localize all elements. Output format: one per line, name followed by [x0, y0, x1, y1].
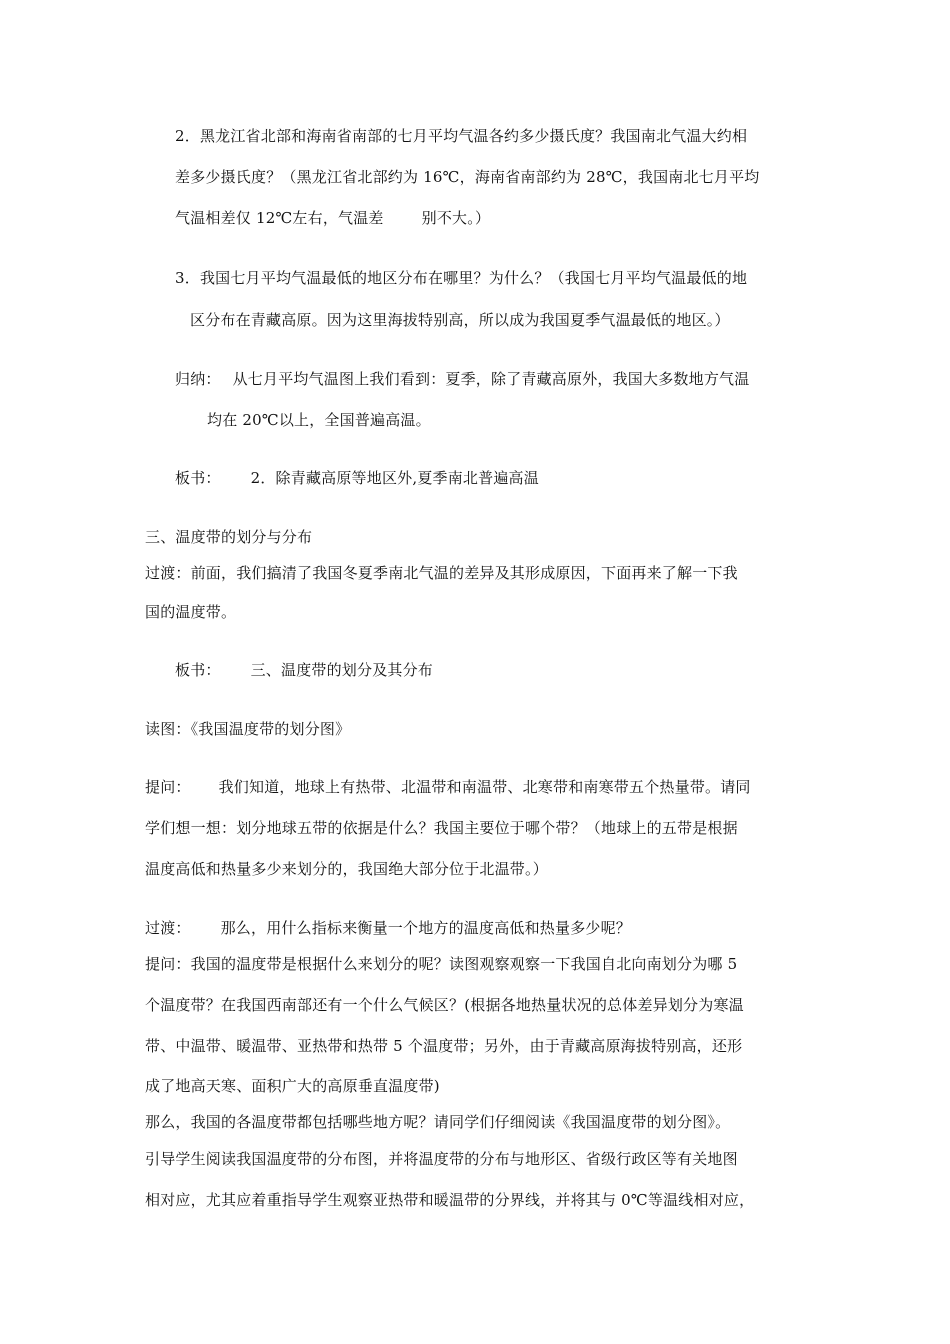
paragraph-2-line-1: 引导学生阅读我国温度带的分布图，并将温度带的分布与地形区、省级行政区等有关地图: [145, 1150, 738, 1168]
board-note-2: [175, 660, 433, 680]
transition-1-line-2: 国的温度带。: [145, 603, 237, 621]
ask-2-line-1: 提问：我国的温度带是根据什么来划分的呢？读图观察观察一下我国自北向南划分为哪 5: [145, 955, 738, 973]
ask-label-1: 提问：: [145, 778, 191, 796]
ask-1-line-2: 学们想一想：划分地球五带的依据是什么？我国主要位于哪个带？（地球上的五带是根据: [145, 819, 738, 837]
transition-label-2: 过渡：: [145, 919, 191, 937]
summary-label: 归纳：: [175, 370, 221, 388]
ask-2-line-2: 个温度带？在我国西南部还有一个什么气候区？(根据各地热量状况的总体差异划分为寒温: [145, 996, 744, 1014]
q2-line-1: 2．黑龙江省北部和海南省南部的七月平均气温各约多少摄氏度？我国南北气温大约相: [175, 127, 748, 145]
summary-line-1: [175, 369, 749, 389]
section-heading: 三、温度带的划分与分布: [145, 528, 313, 546]
board-text-2: 三、温度带的划分及其分布: [250, 661, 434, 679]
read-map-line: 读图：《我国温度带的划分图》: [145, 720, 351, 738]
ask-1-text-1: 我们知道，地球上有热带、北温带和南温带、北寒带和南寒带五个热量带。请同: [218, 778, 751, 796]
q2-line-3b: 别不大。）: [421, 209, 491, 227]
ask-2-line-4: 成了地高天寒、面积广大的高原垂直温度带): [145, 1077, 440, 1095]
transition-2-text: 那么，用什么指标来衡量一个地方的温度高低和热量多少呢？: [220, 919, 632, 937]
q2-line-3a: 气温相差仅 12℃左右，气温差: [175, 209, 384, 227]
board-label-2: 板书：: [175, 661, 221, 679]
paragraph-2-line-2: 相对应，尤其应着重指导学生观察亚热带和暖温带的分界线，并将其与 0℃等温线相对应，: [145, 1191, 755, 1209]
transition-2-line: [145, 918, 631, 938]
board-note-1: [175, 468, 539, 488]
summary-text-1: 从七月平均气温图上我们看到：夏季，除了青藏高原外，我国大多数地方气温: [232, 370, 750, 388]
q3-line-1: 3．我国七月平均气温最低的地区分布在哪里？为什么？（我国七月平均气温最低的地: [175, 269, 748, 287]
paragraph-1: 那么，我国的各温度带都包括哪些地方呢？请同学们仔细阅读《我国温度带的划分图》。: [145, 1113, 731, 1131]
board-label-1: 板书：: [175, 469, 221, 487]
ask-1-line-3: 温度高低和热量多少来划分的，我国绝大部分位于北温带。）: [145, 860, 548, 878]
transition-1-line-1: 过渡：前面，我们搞清了我国冬夏季南北气温的差异及其形成原因，下面再来了解一下我: [145, 564, 738, 582]
ask-1-line-1: [145, 777, 751, 797]
q2-line-3: [175, 208, 490, 228]
q3-line-2: 区分布在青藏高原。因为这里海拔特别高，所以成为我国夏季气温最低的地区。）: [190, 311, 730, 329]
q2-line-2: 差多少摄氏度？（黑龙江省北部约为 16℃，海南省南部约为 28℃，我国南北七月平均: [175, 168, 760, 186]
ask-2-line-3: 带、中温带、暖温带、亚热带和热带 5 个温度带；另外，由于青藏高原海拔特别高，还形: [145, 1037, 743, 1055]
summary-line-2: 均在 20℃以上，全国普遍高温。: [207, 411, 431, 429]
board-text-1: 2．除青藏高原等地区外,夏季南北普遍高温: [250, 469, 539, 487]
